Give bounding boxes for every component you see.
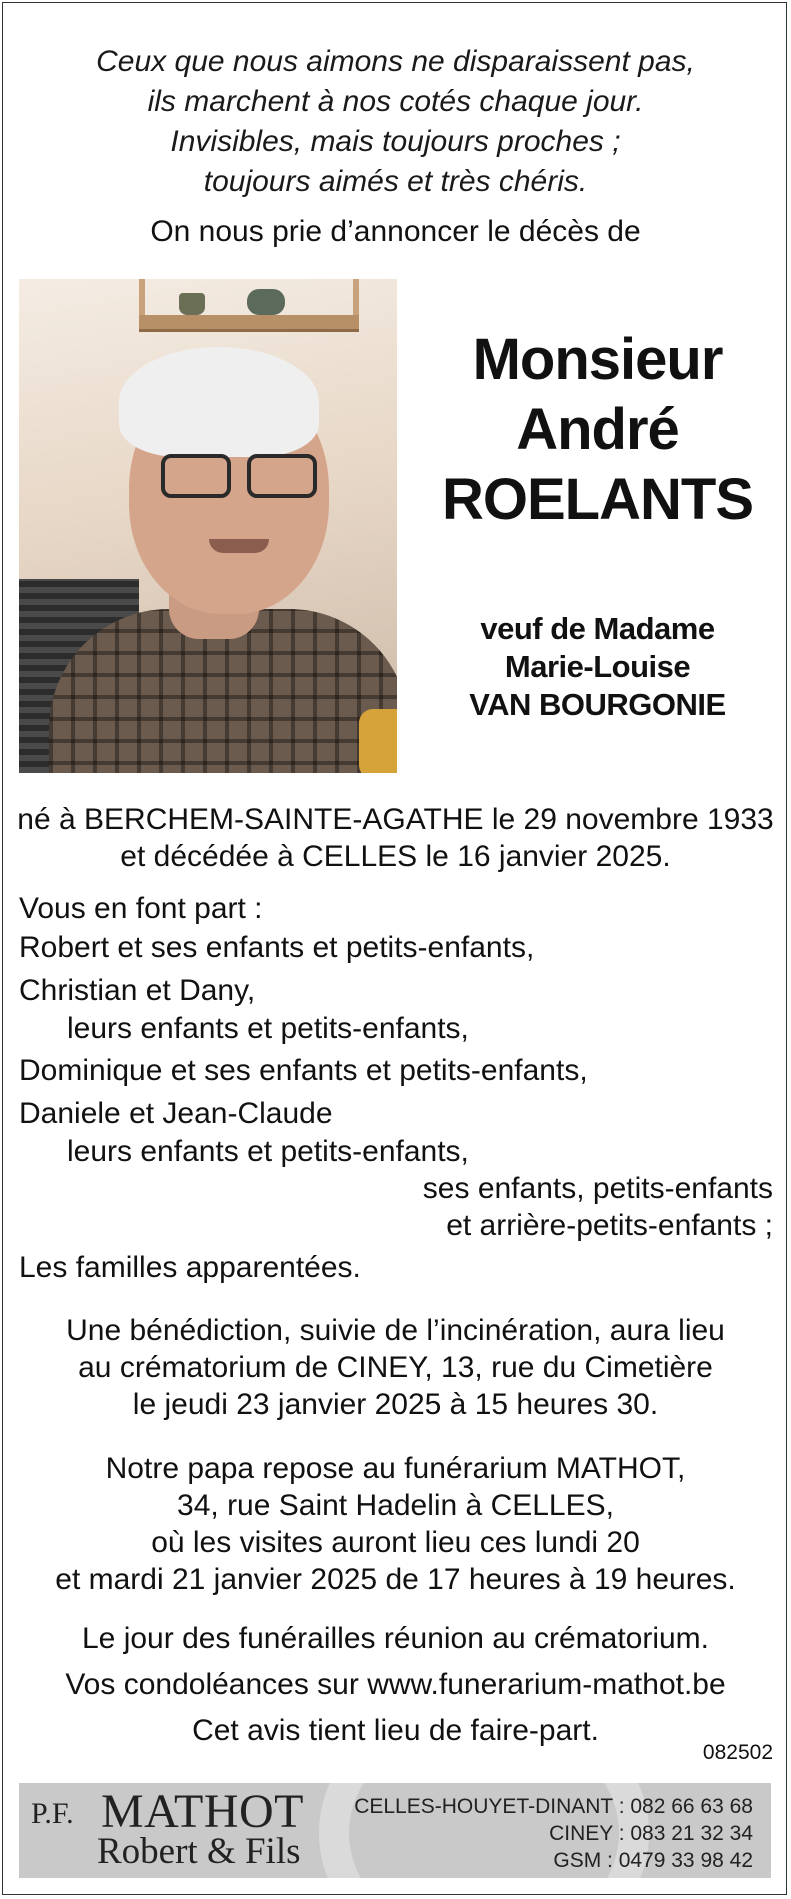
announcement: On nous prie d’annoncer le décès de <box>150 215 641 248</box>
poem-line: toujours aimés et très chéris. <box>203 165 588 198</box>
reference-number: 082502 <box>702 1741 773 1764</box>
spouse-info <box>420 610 775 724</box>
note-line: Vos condoléances sur www.funerarium-mathot.be <box>65 1668 726 1701</box>
birth-line: né à BERCHEM-SAINTE-AGATHE le 29 novembre 1933 <box>17 803 774 836</box>
list-item: ses enfants, petits-enfants <box>422 1172 773 1205</box>
name-first: André <box>516 397 679 462</box>
family-list <box>19 889 779 1287</box>
list-item: Christian et Dany, <box>19 974 256 1007</box>
repose-line: où les visites auront lieu ces lundi 20 <box>151 1526 640 1559</box>
contact-line: CELLES-HOUYET-DINANT : 082 66 63 68 <box>354 1795 753 1818</box>
list-item: Vous en font part : <box>19 892 263 925</box>
brand-name: MATHOT <box>101 1785 304 1838</box>
deceased-name <box>420 325 775 535</box>
contact-line: GSM : 0479 33 98 42 <box>553 1849 753 1872</box>
poem-line: Ceux que nous aimons ne disparaissent pas, <box>96 45 695 78</box>
name-title: Monsieur <box>472 327 723 392</box>
list-item: leurs enfants et petits-enfants, <box>67 1012 469 1045</box>
brand-prefix: P.F. <box>31 1797 74 1830</box>
death-line: et décédée à CELLES le 16 janvier 2025. <box>120 840 671 873</box>
ceremony-line: le jeudi 23 janvier 2025 à 15 heures 30. <box>132 1388 659 1421</box>
spouse-line: veuf de Madame <box>480 611 715 646</box>
contact-list <box>333 1793 753 1874</box>
list-item: Dominique et ses enfants et petits-enfants, <box>19 1054 588 1087</box>
list-item: Les familles apparentées. <box>19 1251 361 1284</box>
list-item: Daniele et Jean-Claude <box>19 1097 333 1130</box>
contact-line: CINEY : 083 21 32 34 <box>549 1822 753 1845</box>
list-item: Robert et ses enfants et petits-enfants, <box>19 931 535 964</box>
ceremony-line: Une bénédiction, suivie de l’incinération, aura lieu <box>66 1314 725 1347</box>
birth-death-info <box>0 801 791 875</box>
repose-info <box>0 1450 791 1598</box>
note-line: Cet avis tient lieu de faire-part. <box>192 1714 599 1747</box>
list-item: et arrière-petits-enfants ; <box>446 1209 773 1242</box>
repose-line: Notre papa repose au funérarium MATHOT, <box>105 1452 686 1485</box>
funeral-home-banner <box>19 1783 771 1878</box>
repose-line: et mardi 21 janvier 2025 de 17 heures à 19 heures. <box>55 1563 736 1596</box>
list-item: leurs enfants et petits-enfants, <box>67 1135 469 1168</box>
portrait-photo <box>19 279 397 773</box>
ceremony-info <box>0 1312 791 1423</box>
note-line: Le jour des funérailles réunion au crématorium. <box>82 1622 709 1655</box>
name-last: ROELANTS <box>442 467 753 532</box>
spouse-line: VAN BOURGONIE <box>469 687 726 722</box>
ceremony-line: au crématorium de CINEY, 13, rue du Cimetière <box>78 1351 713 1384</box>
closing-notes <box>0 1616 791 1754</box>
poem <box>0 42 791 202</box>
repose-line: 34, rue Saint Hadelin à CELLES, <box>177 1489 614 1522</box>
spouse-line: Marie-Louise <box>504 649 691 684</box>
brand-subtitle: Robert & Fils <box>97 1831 301 1872</box>
poem-line: Invisibles, mais toujours proches ; <box>170 125 621 158</box>
poem-line: ils marchent à nos cotés chaque jour. <box>147 85 644 118</box>
